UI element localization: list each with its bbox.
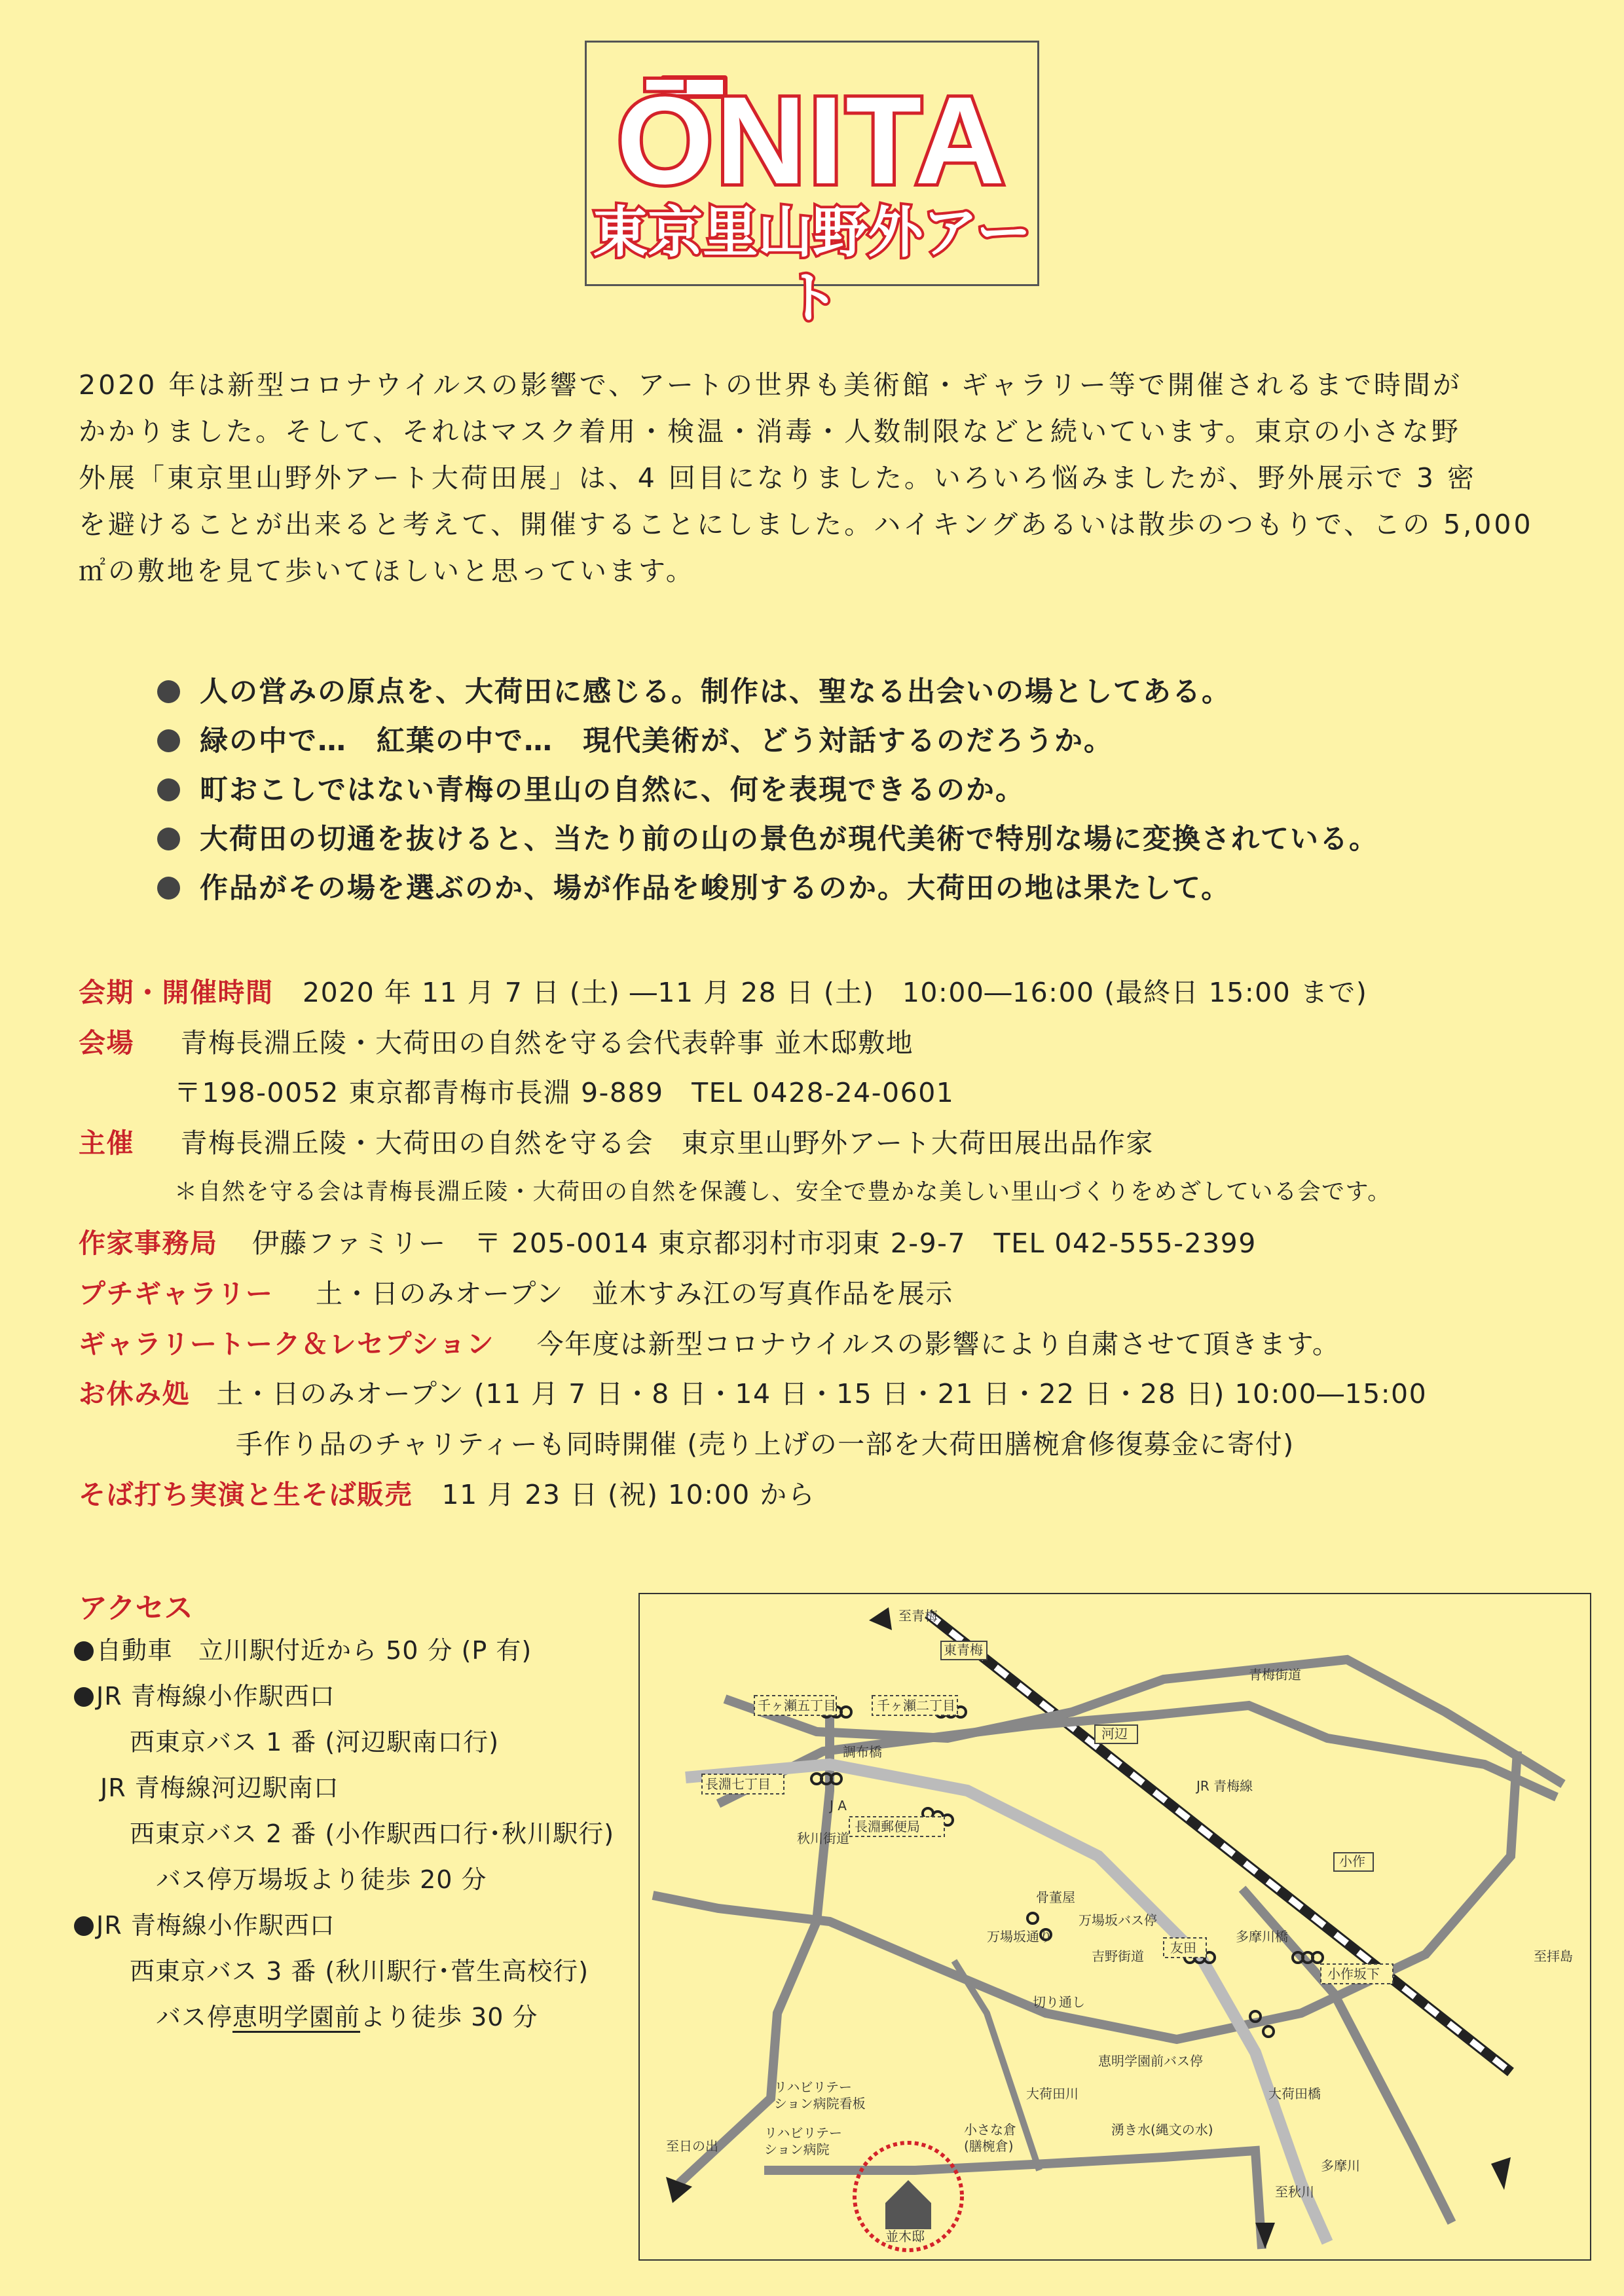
- access-route2-walk-stop: 恵明学園前: [232, 2003, 361, 2032]
- house-icon: [885, 2180, 931, 2229]
- rest-area-note: 手作り品のチャリティーも同時開催 (売り上げの一部を大荷田膳椀倉修復募金に寄付): [236, 1429, 1295, 1460]
- label-kabe: 河辺: [1101, 1726, 1128, 1741]
- bullet-text: 町おこしではない青梅の里山の自然に、何を表現できるのか。: [200, 774, 1025, 807]
- label-chofubashi: 調布橋: [843, 1744, 882, 1760]
- gallery-talk-row: [79, 1322, 1340, 1361]
- logo-box: [585, 41, 1039, 330]
- access-title: アクセス: [79, 1592, 193, 1625]
- venue-row: [79, 1021, 913, 1060]
- access-route2-bus: 西東京バス 3 番 (秋川駅行･菅生高校行): [130, 1957, 589, 1986]
- access-car: [74, 1630, 532, 1666]
- label-nagabuchi7: 長淵七丁目: [705, 1776, 771, 1792]
- map-svg: [640, 1594, 1591, 2261]
- bullet-dot-icon: [74, 1641, 94, 1661]
- label-ja: J A: [830, 1798, 847, 1813]
- intro-line: ㎡の敷地を見て歩いてほしいと思っています。: [79, 555, 695, 587]
- label-onitagawa: 大荷田川: [1026, 2086, 1079, 2102]
- access-route1-head-text: JR 青梅線小作駅西口: [96, 1682, 335, 1711]
- bullet-text: 大荷田の切通を抜けると、当たり前の山の景色が現代美術で特別な場に変換されている。: [200, 823, 1378, 856]
- bullet-dot-icon: [157, 729, 180, 752]
- list-item: [157, 815, 1565, 864]
- host-label: 主催: [79, 1127, 134, 1159]
- office-row: [79, 1222, 1257, 1260]
- list-item: [157, 717, 1565, 766]
- label-tomoda: 友田: [1170, 1940, 1196, 1956]
- label-ozakusakashita: 小作坂下: [1327, 1966, 1380, 1982]
- intro-line: かかりました。そして、それはマスク着用・検温・消毒・人数制限などと続いています。東京の小さな野: [79, 416, 1461, 447]
- label-rehab-sign-2: ション病院看板: [774, 2096, 866, 2111]
- intro-paragraph: [79, 362, 1549, 594]
- intro-line: 2020 年は新型コロナウイルスの影響で、アートの世界も美術館・ギャラリー等で開催されるまで時間が: [79, 369, 1462, 401]
- label-sengase2: 千ヶ瀬二丁目: [877, 1698, 955, 1713]
- label-nagabuchi-post: 長淵郵便局: [855, 1819, 920, 1834]
- soba-row: [79, 1473, 815, 1512]
- access-route1-bus: 西東京バス 1 番 (河辺駅南口行): [130, 1728, 500, 1757]
- bullet-text: 緑の中で… 紅葉の中で… 現代美術が、どう対話するのだろうか。: [200, 725, 1113, 757]
- access-route1-walk: バス停万場坂より徒歩 20 分: [156, 1865, 487, 1894]
- label-kogura-2: (膳椀倉): [964, 2138, 1014, 2154]
- bullet-dot-icon: [157, 828, 180, 850]
- label-tamagawabashi: 多摩川橋: [1236, 1929, 1288, 1944]
- bullet-dot-icon: [74, 1916, 94, 1936]
- label-yoshino-kaido: 吉野街道: [1092, 1948, 1144, 1964]
- road-onita: [764, 2151, 1262, 2249]
- label-to-haijima: 至拝島: [1534, 1948, 1573, 1964]
- venue-address: 〒198-0052 東京都青梅市長淵 9-889 TEL 0428-24-0601: [174, 1077, 955, 1108]
- access-route2-head-text: JR 青梅線小作駅西口: [96, 1911, 335, 1940]
- host-row: [79, 1121, 1154, 1160]
- label-higashi-ome: 東青梅: [944, 1642, 983, 1658]
- office-label: 作家事務局: [79, 1228, 218, 1259]
- intro-line: 外展「東京里山野外アート大荷田展」は、4 回目になりました。いろいろ悩みましたが、野外展示で 3 密: [79, 462, 1477, 494]
- label-namiki: 並木邸: [885, 2229, 925, 2244]
- period-row: [79, 971, 1367, 1010]
- label-manbazaka-dori: 万場坂通り: [987, 1929, 1052, 1944]
- venue-value: 青梅長淵丘陵・大荷田の自然を守る会代表幹事 並木邸敷地: [180, 1027, 914, 1059]
- access-car-text: 自動車 立川駅付近から 50 分 (P 有): [96, 1636, 532, 1665]
- bullet-list: [157, 668, 1565, 913]
- label-kogura-1: 小さな倉: [964, 2122, 1016, 2138]
- access-route1-bus2: 西東京バス 2 番 (小作駅西口行･秋川駅行): [130, 1819, 615, 1848]
- label-to-ome: 至青梅: [898, 1608, 938, 1624]
- label-rehab-sign-1: リハビリテー: [774, 2079, 852, 2095]
- period-value: 2020 年 11 月 7 日 (土) ―11 月 28 日 (土) 10:00―16:00 (最終日 15:00 まで): [303, 977, 1368, 1008]
- signal-icons: [811, 1707, 1323, 2037]
- label-kiridoshi: 切り通し: [1033, 1994, 1085, 2010]
- label-to-akigawa: 至秋川: [1275, 2184, 1314, 2200]
- petit-gallery-row: [79, 1272, 953, 1311]
- petit-gallery-value: 土・日のみオープン 並木すみ江の写真作品を展示: [316, 1278, 953, 1309]
- bullet-text: 作品がその場を選ぶのか、場が作品を峻別するのか。大荷田の地は果たして。: [200, 872, 1231, 905]
- gallery-talk-value: 今年度は新型コロナウイルスの影響により自粛させて頂きます。: [536, 1328, 1340, 1360]
- access-route2-walk-post: より徒歩 30 分: [360, 2003, 538, 2032]
- access-route2-walk-pre: バス停: [156, 2003, 233, 2032]
- bullet-dot-icon: [74, 1687, 94, 1707]
- label-rehab-2: ション病院: [764, 2141, 830, 2157]
- rest-area-label: お休み処: [79, 1378, 190, 1410]
- list-item: [157, 864, 1565, 913]
- label-kottoya: 骨董屋: [1036, 1889, 1075, 1905]
- bullet-text: 人の営みの原点を、大荷田に感じる。制作は、聖なる出会いの場としてある。: [200, 676, 1231, 708]
- rest-area-row: [79, 1372, 1427, 1411]
- list-item: [157, 668, 1565, 717]
- arrow-icon: [869, 1607, 892, 1630]
- list-item: [157, 766, 1565, 815]
- arrow-icon: [1491, 2157, 1511, 2190]
- access-route1-head: [74, 1676, 335, 1712]
- label-ome-kaido: 青梅街道: [1249, 1667, 1301, 1683]
- period-label: 会期・開催時間: [79, 977, 274, 1008]
- intro-line: を避けることが出来ると考えて、開催することにしました。ハイキングあるいは散歩のつもりで、この 5,000: [79, 509, 1534, 540]
- label-onitabashi: 大荷田橋: [1268, 2086, 1321, 2102]
- label-sengase5: 千ヶ瀬五丁目: [758, 1698, 836, 1713]
- logo-title: ŌNITA: [616, 71, 1008, 210]
- logo-subtitle: 東京里山野外アート: [593, 200, 1031, 330]
- bullet-dot-icon: [157, 680, 180, 703]
- access-map: [638, 1593, 1591, 2261]
- access-route2-walk: [156, 1997, 538, 2033]
- access-route2-head: [74, 1905, 335, 1941]
- label-keimei-bus: 恵明学園前バス停: [1098, 2053, 1203, 2069]
- label-jr-ome-line: JR 青梅線: [1196, 1778, 1253, 1794]
- rest-area-value: 土・日のみオープン (11 月 7 日・8 日・14 日・15 日・21 日・22 日・28 日) 10:00―15:00: [216, 1378, 1428, 1410]
- host-note: ＊自然を守る会は青梅長淵丘陵・大荷田の自然を保護し、安全で豊かな美しい里山づくりをめざしている会です。: [174, 1179, 1392, 1205]
- label-rehab-1: リハビリテー: [764, 2125, 842, 2141]
- petit-gallery-label: プチギャラリー: [79, 1278, 274, 1309]
- bullet-dot-icon: [157, 877, 180, 900]
- label-wakimizu: 湧き水(縄文の水): [1111, 2122, 1213, 2138]
- label-to-hinode: 至日の出: [666, 2138, 718, 2154]
- access-route1-alt: JR 青梅線河辺駅南口: [100, 1774, 339, 1802]
- bullet-dot-icon: [157, 778, 180, 801]
- gallery-talk-label: ギャラリートーク＆レセプション: [79, 1328, 495, 1360]
- host-value: 青梅長淵丘陵・大荷田の自然を守る会 東京里山野外アート大荷田展出品作家: [180, 1127, 1154, 1159]
- soba-label: そば打ち実演と生そば販売: [79, 1479, 413, 1510]
- label-ozaku: 小作: [1339, 1853, 1365, 1869]
- soba-value: 11 月 23 日 (祝) 10:00 から: [441, 1479, 816, 1510]
- label-akigawa-kaido: 秋川街道: [797, 1831, 849, 1846]
- label-manbazaka-bus: 万場坂バス停: [1079, 1912, 1157, 1928]
- office-value: 伊藤ファミリー 〒 205-0014 東京都羽村市羽東 2-9-7 TEL 042-555-2399: [252, 1228, 1257, 1259]
- venue-label: 会場: [79, 1027, 134, 1059]
- label-tamagawa: 多摩川: [1321, 2158, 1360, 2174]
